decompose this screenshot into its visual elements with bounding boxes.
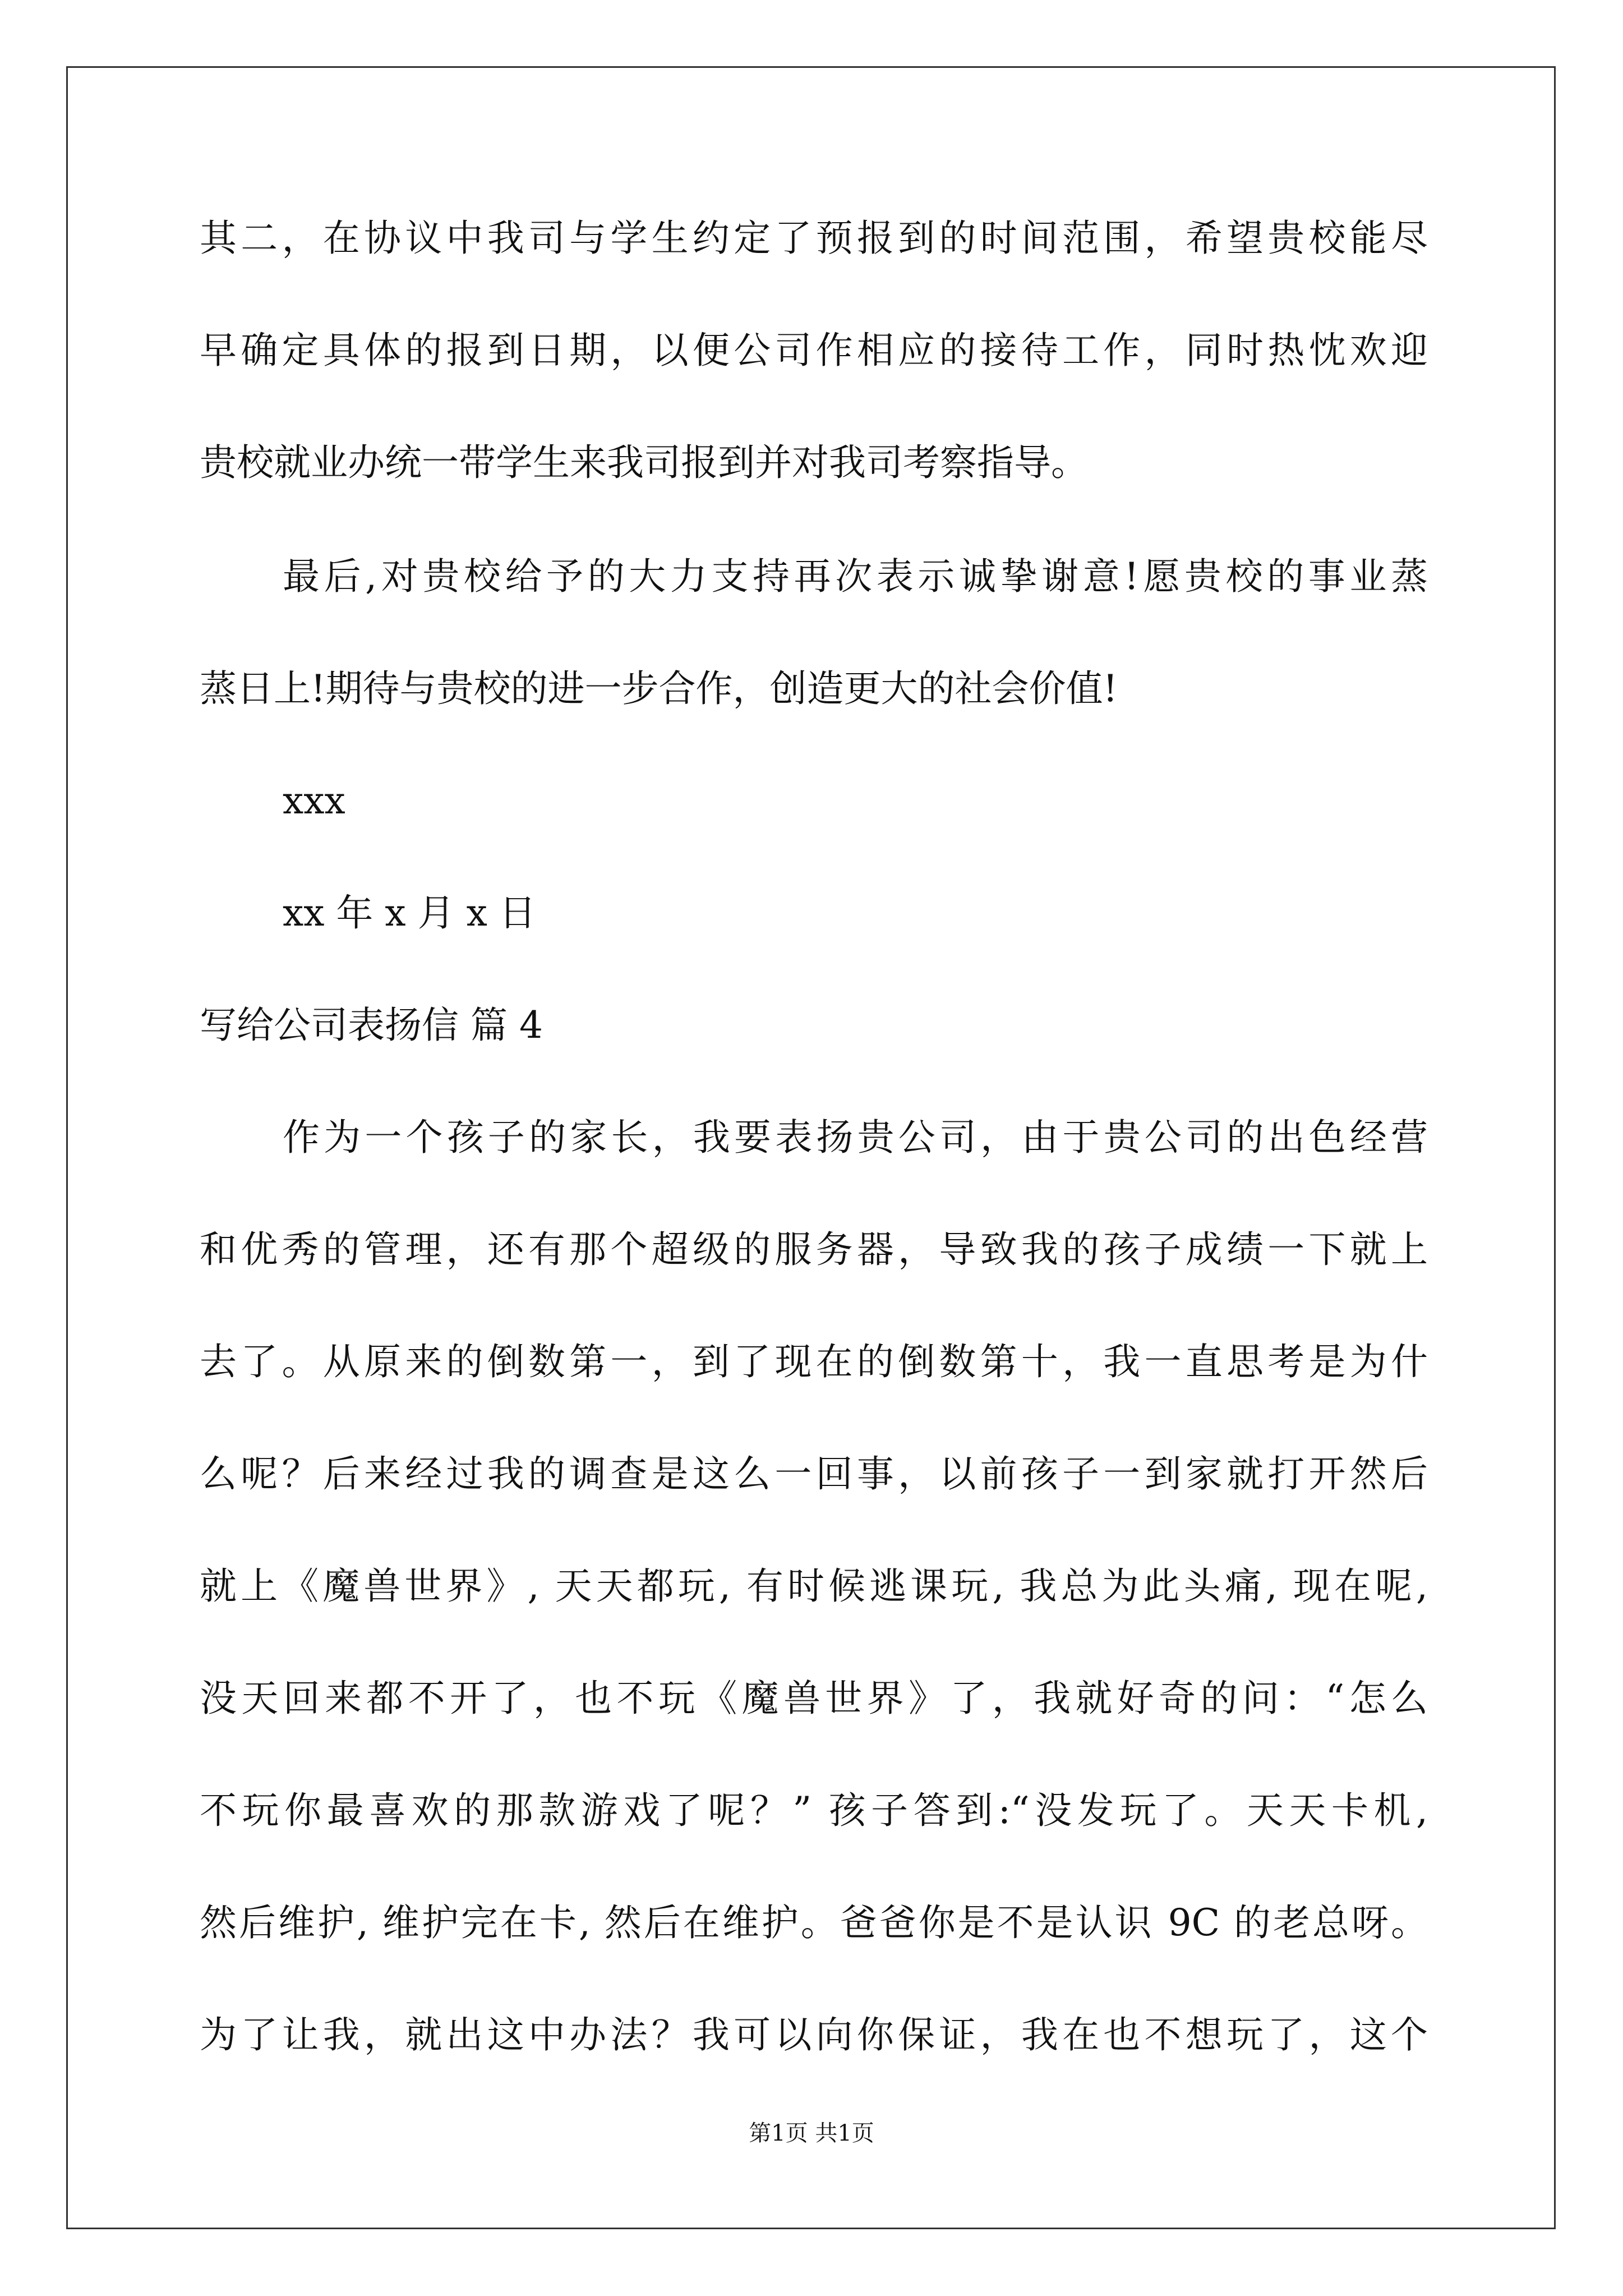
paragraph-line-14: 为了让我，就出这中办法？我可以向你保证，我在也不想玩了，这个 [200, 2013, 1428, 2056]
signature-name: xxx [283, 779, 345, 822]
page-footer: 第1页 共1页 [749, 2120, 874, 2146]
section-heading: 写给公司表扬信 篇 4 [200, 1004, 543, 1047]
paragraph-line-8: 去了。从原来的倒数第一，到了现在的倒数第十，我一直思考是为什 [200, 1340, 1428, 1383]
paragraph-line-3: 贵校就业办统一带学生来我司报到并对我司考察指导。 [200, 441, 1088, 484]
signature-date: xx 年 x 月 x 日 [283, 891, 536, 935]
paragraph-line-9: 么呢？后来经过我的调查是这么一回事，以前孩子一到家就打开然后 [200, 1452, 1428, 1496]
paragraph-line-4: 最后,对贵校给予的大力支持再次表示诚挚谢意!愿贵校的事业蒸 [283, 555, 1428, 598]
paragraph-line-6: 作为一个孩子的家长，我要表扬贵公司，由于贵公司的出色经营 [283, 1116, 1428, 1159]
paragraph-line-10: 就上《魔兽世界》, 天天都玩, 有时候逃课玩, 我总为此头痛, 现在呢, [200, 1565, 1428, 1608]
paragraph-line-7: 和优秀的管理，还有那个超级的服务器，导致我的孩子成绩一下就上 [200, 1228, 1428, 1271]
paragraph-line-2: 早确定具体的报到日期，以便公司作相应的接待工作，同时热忱欢迎 [200, 329, 1428, 372]
paragraph-line-12: 不玩你最喜欢的那款游戏了呢？” 孩子答到:“没发玩了。天天卡机, [200, 1789, 1428, 1832]
paragraph-line-11: 没天回来都不开了，也不玩《魔兽世界》了，我就好奇的问：“怎么 [200, 1677, 1428, 1720]
paragraph-line-13: 然后维护, 维护完在卡, 然后在维护。爸爸你是不是认识 9C 的老总呀。 [200, 1901, 1428, 1944]
paragraph-line-5: 蒸日上!期待与贵校的进一步合作，创造更大的社会价值! [200, 667, 1118, 710]
paragraph-line-1: 其二，在协议中我司与学生约定了预报到的时间范围，希望贵校能尽 [200, 217, 1428, 260]
